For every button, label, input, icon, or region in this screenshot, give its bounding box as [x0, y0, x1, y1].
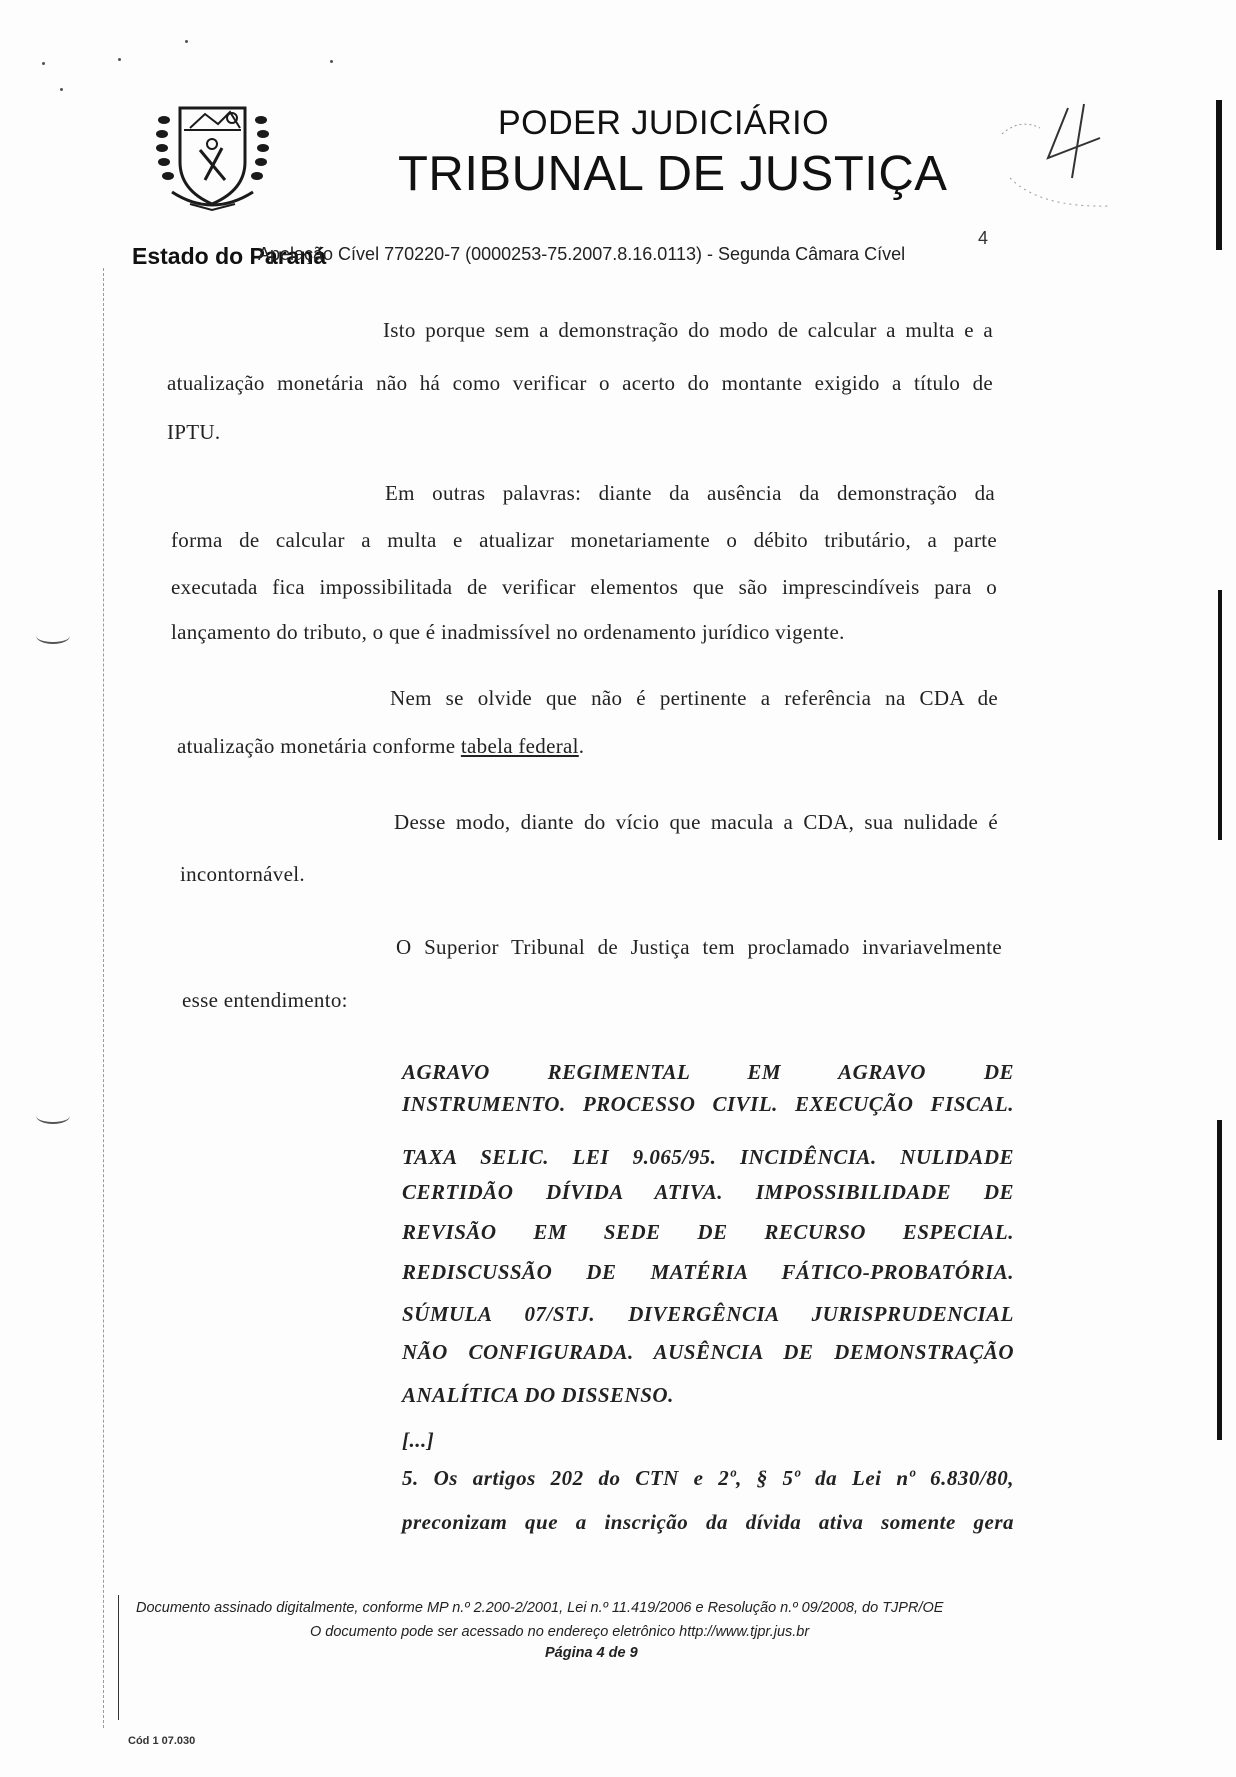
scan-speck	[60, 88, 63, 91]
header-state: Estado do Paraná	[132, 243, 327, 269]
parana-coat-of-arms-icon	[150, 100, 275, 218]
quote-line7: SÚMULA 07/STJ. DIVERGÊNCIA JURISPRUDENCIAL	[402, 1302, 1014, 1326]
quote-line1: AGRAVO REGIMENTAL EM AGRAVO DE	[402, 1060, 1014, 1084]
footer-code: Cód 1 07.030	[128, 1735, 196, 1747]
handwritten-page-number-stamp	[1000, 98, 1150, 228]
tabela-federal-underlined: tabela federal	[460, 734, 579, 758]
quote-line9: ANALÍTICA DO DISSENSO.	[402, 1383, 674, 1407]
header-institution: PODER JUDICIÁRIO	[498, 104, 830, 142]
scan-speck	[42, 62, 45, 65]
p3-line1: Nem se olvide que não é pertinente a referência na CDA de	[390, 686, 998, 710]
p2-line1: Em outras palavras: diante da ausência da demonstração da	[385, 481, 995, 505]
quote-line5: REVISÃO EM SEDE DE RECURSO ESPECIAL.	[402, 1220, 1014, 1244]
p1-line2: atualização monetária não há como verificar o acerto do montante exigido a título de	[167, 371, 993, 395]
p1-line3: IPTU.	[167, 420, 221, 444]
p2-line4: lançamento do tributo, o que é inadmissível no ordenamento jurídico vigente.	[171, 620, 845, 644]
footer-page-label: Página 4 de 9	[545, 1645, 638, 1661]
quote-line8: NÃO CONFIGURADA. AUSÊNCIA DE DEMONSTRAÇÃO	[402, 1340, 1014, 1364]
corner-page-mark: 4	[978, 228, 989, 248]
scan-edge-mark	[1216, 100, 1222, 250]
p3-line2	[177, 734, 584, 759]
p5-line1: O Superior Tribunal de Justiça tem proclamado invariavelmente	[396, 935, 1002, 959]
header-process-reference: Apelação Cível 770220-7 (0000253-75.2007.8.16.0113) - Segunda Câmara Cível	[258, 244, 906, 264]
quote-ellipsis: [...]	[402, 1428, 435, 1452]
p3-line2-end: .	[578, 734, 585, 758]
p2-line2: forma de calcular a multa e atualizar monetariamente o débito tributário, a parte	[171, 528, 997, 552]
p2-line3: executada fica impossibilitada de verificar elementos que são imprescindíveis para o	[171, 575, 997, 599]
handwritten-page-number	[1110, 130, 1111, 132]
scan-speck	[118, 58, 121, 61]
quote-line11: preconizam que a inscrição da dívida ativa somente gera	[402, 1510, 1014, 1534]
scan-edge-mark	[1218, 590, 1222, 840]
p5-line2: esse entendimento:	[182, 988, 348, 1012]
p4-line2: incontornável.	[180, 862, 305, 886]
punch-hole-mark	[36, 628, 70, 644]
quote-line10: 5. Os artigos 202 do CTN e 2º, § 5º da Lei nº 6.830/80,	[402, 1466, 1014, 1490]
header-court: TRIBUNAL DE JUSTIÇA	[398, 147, 948, 201]
footer-access-note: O documento pode ser acessado no endereço eletrônico http://www.tjpr.jus.br	[310, 1624, 810, 1640]
margin-line	[103, 268, 105, 1728]
quote-line6: REDISCUSSÃO DE MATÉRIA FÁTICO-PROBATÓRIA.	[402, 1260, 1014, 1284]
quote-line4: CERTIDÃO DÍVIDA ATIVA. IMPOSSIBILIDADE DE	[402, 1180, 1014, 1204]
p4-line1: Desse modo, diante do vício que macula a CDA, sua nulidade é	[394, 810, 998, 834]
margin-line-bottom	[118, 1595, 119, 1720]
footer-signature-note: Documento assinado digitalmente, conforme MP n.º 2.200-2/2001, Lei n.º 11.419/2006 e Resolução n.º 09/2008, do TJPR/OE	[136, 1600, 944, 1616]
quote-line2: INSTRUMENTO. PROCESSO CIVIL. EXECUÇÃO FISCAL.	[402, 1092, 1014, 1116]
punch-hole-mark	[36, 1108, 70, 1124]
quote-line3: TAXA SELIC. LEI 9.065/95. INCIDÊNCIA. NULIDADE	[402, 1145, 1014, 1169]
p1-line1: Isto porque sem a demonstração do modo de calcular a multa e a	[383, 318, 993, 342]
p3-line2-text: atualização monetária conforme	[177, 734, 461, 758]
scan-speck	[330, 60, 333, 63]
scan-edge-mark	[1217, 1120, 1222, 1440]
scan-speck	[185, 40, 188, 43]
